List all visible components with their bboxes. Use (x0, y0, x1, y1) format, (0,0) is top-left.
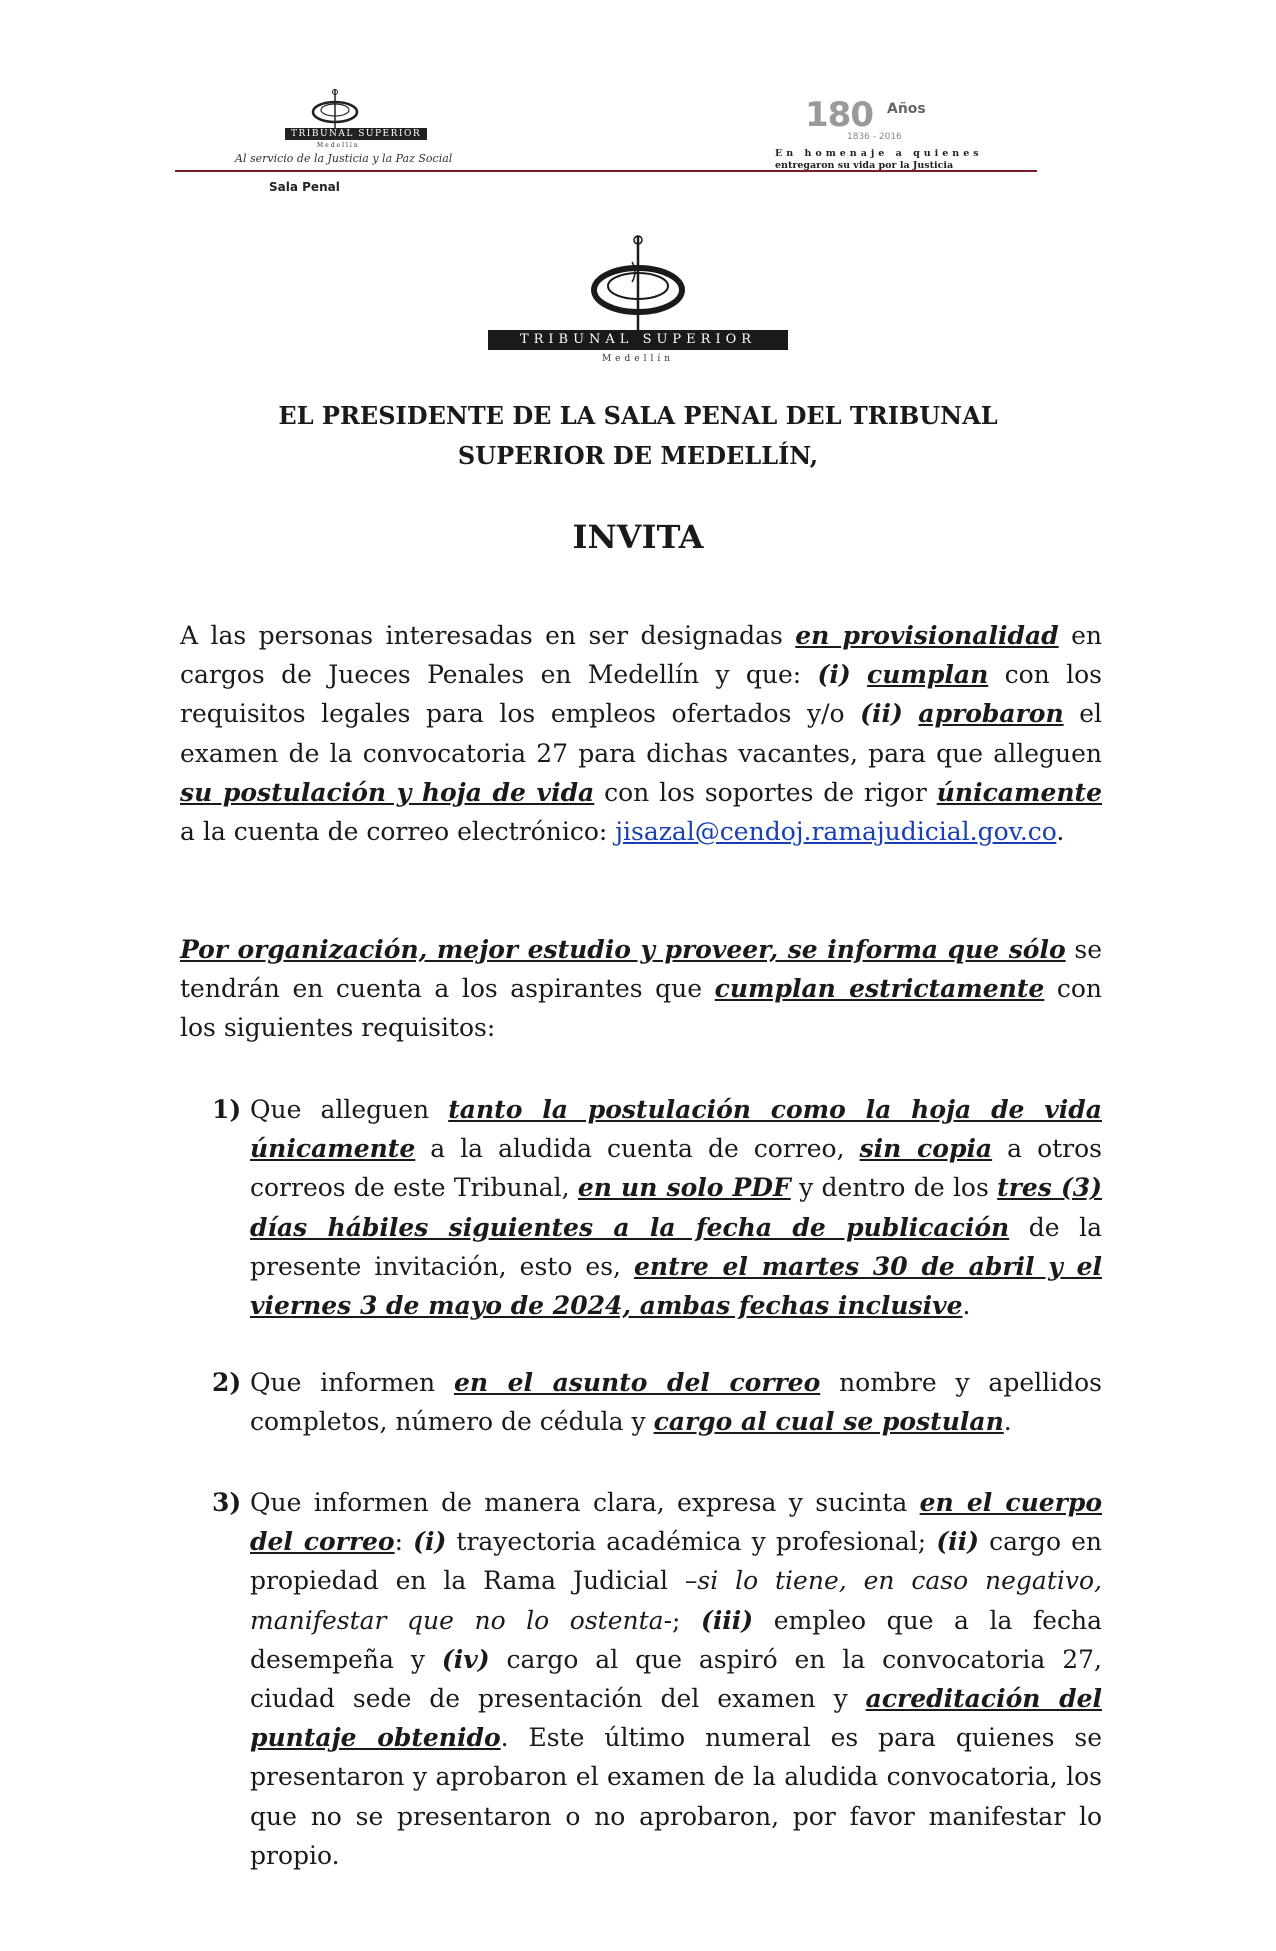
i1-text-2: a la aludida cuenta de correo, (415, 1134, 860, 1164)
heading-line-1: EL PRESIDENTE DE LA SALA PENAL DEL TRIBUNAL (278, 401, 998, 430)
letterhead-motto: Al servicio de la Justicia y la Paz Social (235, 152, 453, 165)
i2-text-2: nombre y apellidos completos, número de cédula y (250, 1368, 1102, 1437)
i1-emphasis-1: tanto la postulación como la hoja de vida únicamente (250, 1095, 1102, 1164)
i1-text-5: de la presente invitación, esto es, (250, 1212, 1102, 1281)
anniversary-years: 1836 - 2016 (847, 132, 902, 142)
i3-text-4: cargo en propiedad en la Rama Judicial – (250, 1527, 1102, 1596)
p1-text-3 (851, 660, 867, 689)
homage-line-2: entregaron su vida por la Justicia (775, 160, 954, 171)
requirements-intro (180, 930, 1102, 1048)
i3-text-8: . Este último numeral es para quienes se presentaron y aprobaron el examen de la aludida convocatoria, los que no se presentaron o no aprobaron, por favor manifestar lo propio. (250, 1723, 1102, 1870)
i3-text-1: Que informen de manera clara, expresa y sucinta (250, 1488, 920, 1517)
p2-emphasis-2: cumplan estrictamente (714, 974, 1045, 1004)
invitation-paragraph (180, 616, 1102, 851)
p1-roman-ii: (ii) (860, 699, 903, 729)
p1-text-7: con los soportes de rigor (594, 777, 937, 807)
p1-text-1: A las personas interesadas en ser designadas (180, 621, 796, 650)
letterhead (175, 88, 1037, 200)
i3-text-2: : (394, 1527, 414, 1557)
p1-emphasis-5: únicamente (936, 777, 1102, 807)
p2-text-2: con los siguientes requisitos: (180, 974, 1102, 1043)
p1-emphasis-2: cumplan (867, 660, 989, 690)
i3-italic-1: si lo tiene, en caso negativo, manifestar que no lo ostenta (250, 1566, 1102, 1635)
i3-text-7: cargo al que aspiró en la convocatoria 27, ciudad sede de presentación del examen y (250, 1644, 1102, 1714)
letterhead-plate: TRIBUNAL SUPERIOR (285, 128, 427, 140)
i1-emphasis-4: tres (3) días hábiles siguientes a la fecha de publicación (250, 1173, 1102, 1242)
item-number: 3) (212, 1488, 242, 1517)
p2-text-1: se tendrán en cuenta a los aspirantes que (180, 935, 1102, 1004)
i3-roman-iv: (iv) (441, 1644, 490, 1674)
i3-text-3: trayectoria académica y profesional; (446, 1527, 937, 1557)
p1-roman-i: (i) (817, 660, 851, 690)
i3-text-5: -; (663, 1605, 701, 1635)
i1-text-6: . (962, 1291, 971, 1321)
i2-text-3: . (1003, 1407, 1012, 1437)
item-text (250, 1363, 1102, 1441)
document-heading (180, 396, 1096, 476)
i1-text-3: a otros correos de este Tribunal, (250, 1134, 1102, 1203)
anniversary-word: Años (887, 101, 926, 117)
i2-emphasis-1: en el asunto del correo (453, 1368, 821, 1397)
item-text (250, 1090, 1102, 1325)
p1-text-6: el examen de la convocatoria 27 para dichas vacantes, para que alleguen (180, 699, 1102, 768)
p1-text-4: con los requisitos legales para los empleos ofertados y/o (180, 660, 1102, 729)
item-number: 2) (212, 1368, 242, 1397)
anniversary-number: 180 (805, 95, 873, 135)
p1-emphasis-1: en provisionalidad (795, 621, 1059, 650)
homage-line-1: En homenaje a quienes (775, 148, 983, 159)
p1-text-8: a la cuenta de correo electrónico: (180, 817, 616, 847)
tribunal-emblem (488, 232, 788, 372)
i3-roman-iii: (iii) (700, 1605, 754, 1635)
i2-emphasis-2: cargo al cual se postulan (653, 1407, 1004, 1437)
p1-emphasis-4: su postulación y hoja de vida (180, 777, 595, 807)
i3-roman-ii: (ii) (936, 1527, 979, 1557)
emblem-city: Medellín (601, 354, 675, 364)
anniversary-logo (775, 95, 1035, 171)
i1-emphasis-3: en un solo PDF (577, 1173, 791, 1203)
i2-text-1: Que informen (250, 1368, 454, 1397)
document-title: INVITA (572, 518, 704, 556)
section-name: Sala Penal (269, 180, 340, 194)
i3-emphasis-2: acreditación del puntaje obtenido (250, 1684, 1102, 1753)
emblem-plate: TRIBUNAL SUPERIOR (488, 330, 788, 350)
letterhead-left-logo (205, 88, 495, 168)
i3-text-6: empleo que a la fecha desempeña y (250, 1605, 1102, 1674)
p1-text-5 (903, 699, 919, 728)
email-link[interactable]: jisazal@cendoj.ramajudicial.gov.co (615, 817, 1057, 847)
letterhead-rule (175, 170, 1037, 172)
p2-emphasis-1: Por organización, mejor estudio y proveer, se informa que sólo (180, 935, 1066, 964)
i1-emphasis-5: entre el martes 30 de abril y el viernes 3 de mayo de 2024, ambas fechas inclusive (250, 1251, 1102, 1321)
i3-roman-i: (i) (413, 1527, 447, 1557)
i3-emphasis-1: en el cuerpo del correo (250, 1488, 1103, 1557)
i1-emphasis-2: sin copia (859, 1134, 993, 1164)
i1-text-1: Que alleguen (250, 1095, 449, 1124)
item-number: 1) (212, 1095, 242, 1124)
item-text (250, 1483, 1102, 1875)
i1-text-4: y dentro de los (790, 1173, 998, 1203)
p1-emphasis-3: aprobaron (918, 699, 1064, 729)
p1-text-9: . (1056, 817, 1065, 847)
heading-line-2: SUPERIOR DE MEDELLÍN, (457, 441, 819, 470)
p1-text-2: en cargos de Jueces Penales en Medellín y que: (180, 621, 1102, 690)
letterhead-city: Medellín (317, 142, 360, 149)
tribunal-emblem-icon (305, 88, 365, 130)
tribunal-seal-icon (588, 232, 688, 332)
